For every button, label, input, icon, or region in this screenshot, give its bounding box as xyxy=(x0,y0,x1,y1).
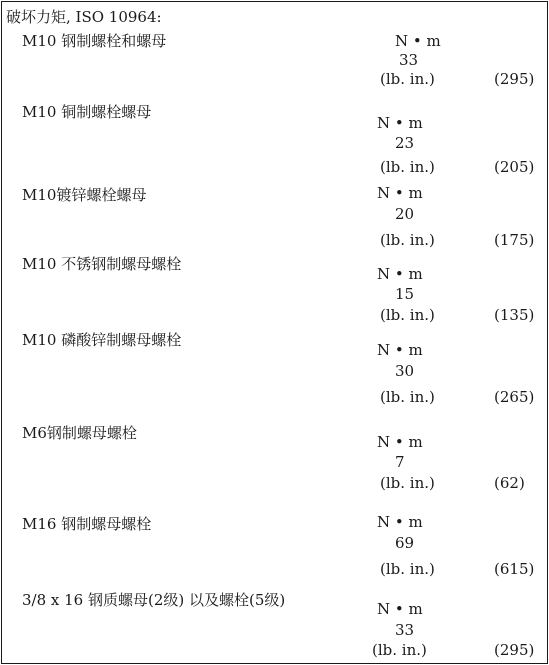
unit-lbin-label: (lb. in.) xyxy=(380,306,435,324)
torque-lbin-value: (135) xyxy=(494,306,535,324)
torque-lbin-value: (295) xyxy=(494,70,535,88)
torque-nm-value: 23 xyxy=(395,134,415,152)
fastener-label: M10 铜制螺栓螺母 xyxy=(22,103,152,121)
unit-lbin-label: (lb. in.) xyxy=(380,474,435,492)
unit-nm-label: N • m xyxy=(377,265,423,283)
unit-nm-label: N • m xyxy=(377,184,423,202)
fastener-label: M6钢制螺母螺栓 xyxy=(22,424,137,442)
unit-nm-label: N • m xyxy=(377,433,423,451)
unit-nm-label: N • m xyxy=(377,600,423,618)
torque-lbin-value: (205) xyxy=(494,158,535,176)
torque-nm-value: 30 xyxy=(395,362,415,380)
fastener-label: M16 钢制螺母螺栓 xyxy=(22,515,152,533)
torque-lbin-value: (615) xyxy=(494,560,535,578)
unit-lbin-label: (lb. in.) xyxy=(380,560,435,578)
torque-nm-value: 33 xyxy=(395,621,415,639)
fastener-label: M10 钢制螺栓和螺母 xyxy=(22,32,167,50)
torque-nm-value: 20 xyxy=(395,205,415,223)
fastener-label: M10 不锈钢制螺母螺栓 xyxy=(22,255,182,273)
unit-nm-label: N • m xyxy=(395,32,441,50)
torque-lbin-value: (62) xyxy=(494,474,525,492)
unit-lbin-label: (lb. in.) xyxy=(380,388,435,406)
fastener-label: M10镀锌螺栓螺母 xyxy=(22,186,147,204)
fastener-label: M10 磷酸锌制螺母螺栓 xyxy=(22,331,182,349)
table-title: 破坏力矩, ISO 10964: xyxy=(6,8,162,26)
torque-nm-value: 15 xyxy=(395,285,415,303)
torque-spec-table xyxy=(1,1,548,664)
torque-lbin-value: (295) xyxy=(494,641,535,659)
unit-lbin-label: (lb. in.) xyxy=(380,231,435,249)
fastener-label: 3/8 x 16 钢质螺母(2级) 以及螺栓(5级) xyxy=(22,591,286,609)
torque-lbin-value: (265) xyxy=(494,388,535,406)
torque-nm-value: 69 xyxy=(395,534,415,552)
unit-lbin-label: (lb. in.) xyxy=(380,70,435,88)
unit-nm-label: N • m xyxy=(377,341,423,359)
unit-lbin-label: (lb. in.) xyxy=(380,158,435,176)
torque-lbin-value: (175) xyxy=(494,231,535,249)
torque-nm-value: 33 xyxy=(399,51,419,69)
unit-lbin-label: (lb. in.) xyxy=(372,641,427,659)
torque-nm-value: 7 xyxy=(395,453,405,471)
unit-nm-label: N • m xyxy=(377,114,423,132)
unit-nm-label: N • m xyxy=(377,513,423,531)
